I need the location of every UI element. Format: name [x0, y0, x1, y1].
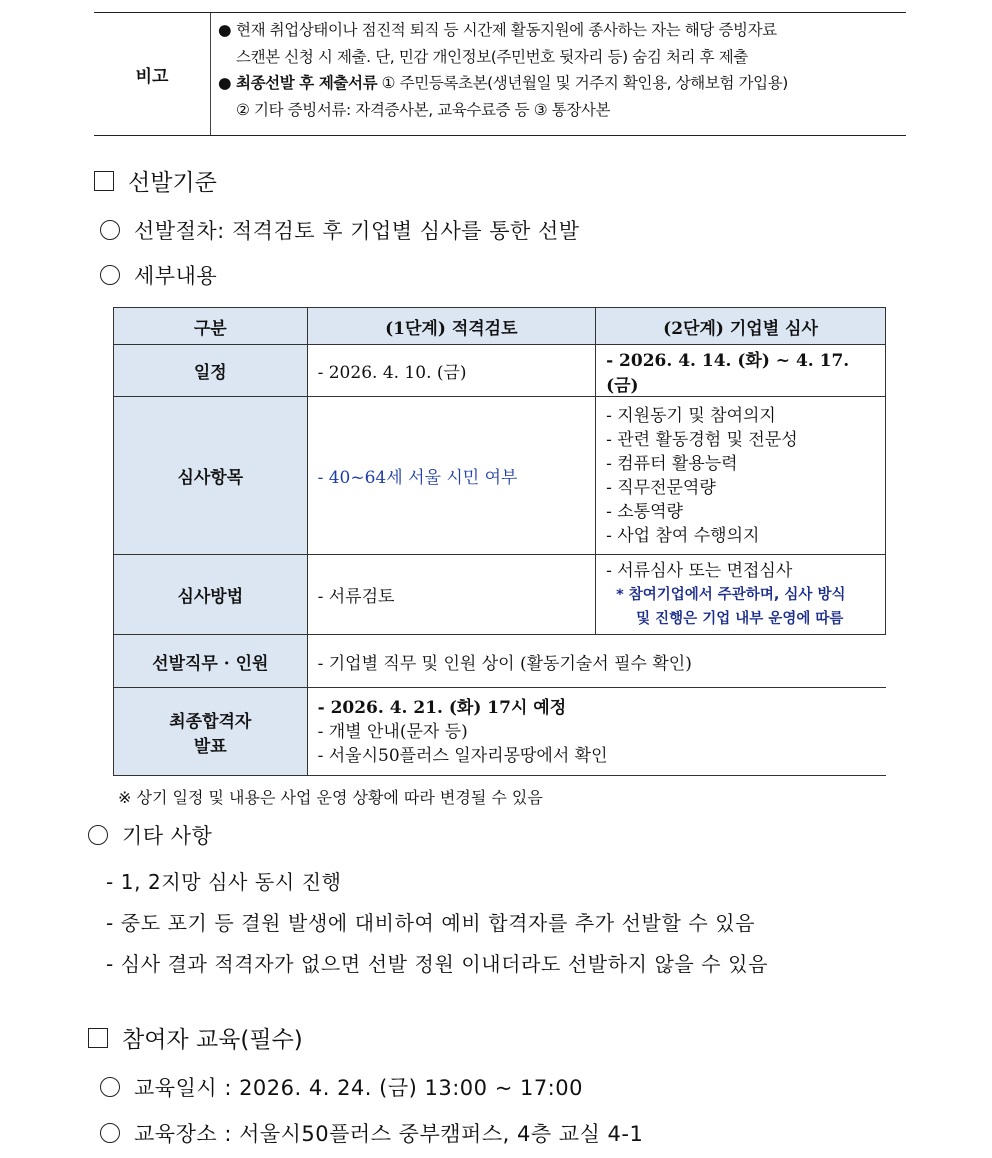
table-header-category: 구분: [114, 308, 308, 345]
selection-table: [113, 307, 886, 776]
note-label: 비고: [94, 13, 211, 135]
checkbox-square-icon: [94, 171, 114, 191]
row-label-schedule: 일정: [114, 345, 308, 397]
method-note: * 참여기업에서 주관하며, 심사 방식: [616, 586, 846, 603]
method-stage1: - 서류검토: [307, 555, 595, 635]
items-stage2: [596, 397, 886, 555]
note-line-1: ● 현재 취업상태이나 점진적 퇴직 등 시간제 활동지원에 종사하는 자는 해당 증빙자료: [218, 17, 900, 44]
list-item: - 2026. 4. 21. (화) 17시 예정: [317, 697, 567, 718]
circle-bullet-icon: [100, 1123, 120, 1143]
list-item: - 개별 안내(문자 등): [317, 721, 468, 742]
note-line-2: 스캔본 신청 시 제출. 단, 민감 개인정보(주민번호 뒷자리 등) 숨김 처리 후 제출: [236, 47, 748, 66]
table-header-stage1: (1단계) 적격검토: [307, 308, 595, 345]
checkbox-square-icon: [88, 1028, 108, 1048]
list-item: - 서울시50플러스 일자리몽땅에서 확인: [317, 745, 608, 766]
circle-bullet-icon: [100, 220, 120, 240]
etc-title: 기타 사항: [88, 820, 212, 850]
etc-line-2: - 중도 포기 등 결원 발생에 대비하여 예비 합격자를 추가 선발할 수 있음: [106, 911, 756, 935]
method-stage2: - 서류심사 또는 면접심사 * 참여기업에서 주관하며, 심사 방식 및 진행은 기업 내부 운영에 따름: [596, 555, 886, 635]
table-header-stage2: (2단계) 기업별 심사: [596, 308, 886, 345]
selection-procedure: 선발절차: 적격검토 후 기업별 심사를 통한 선발: [100, 215, 580, 245]
bullet-icon: ●: [218, 21, 232, 39]
education-place: 교육장소 : 서울시50플러스 중부캠퍼스, 4층 교실 4-1: [100, 1118, 643, 1148]
note-table: [94, 12, 906, 136]
items-stage1: - 40~64세 서울 시민 여부: [307, 397, 595, 555]
bullet-icon: ●: [218, 74, 232, 92]
row-label-final: 최종합격자 발표: [114, 688, 308, 776]
circle-bullet-icon: [100, 1077, 120, 1097]
jobs-value: - 기업별 직무 및 인원 상이 (활동기술서 필수 확인): [307, 635, 885, 688]
list-item: - 지원동기 및 참여의지: [606, 405, 776, 426]
etc-line-3: - 심사 결과 적격자가 없으면 선발 정원 이내더라도 선발하지 않을 수 있음: [106, 952, 769, 976]
note-line-4: ② 기타 증빙서류: 자격증사본, 교육수료증 등 ③ 통장사본: [236, 100, 611, 119]
section-education-title: 참여자 교육(필수): [88, 1021, 303, 1054]
list-item: - 컴퓨터 활용능력: [606, 453, 738, 474]
footnote: ※ 상기 일정 및 내용은 사업 운영 상황에 따라 변경될 수 있음: [118, 788, 543, 807]
row-label-items: 심사항목: [114, 397, 308, 555]
circle-bullet-icon: [88, 825, 108, 845]
final-value: [307, 688, 885, 776]
list-item: - 직무전문역량: [606, 477, 716, 498]
list-item: - 사업 참여 수행의지: [606, 525, 760, 546]
schedule-stage2: - 2026. 4. 14. (화) ~ 4. 17. (금): [596, 345, 886, 397]
list-item: - 소통역량: [606, 501, 683, 522]
schedule-stage1: - 2026. 4. 10. (금): [307, 345, 595, 397]
note-body: [218, 17, 900, 123]
section-selection-title: 선발기준: [94, 164, 217, 197]
education-datetime: 교육일시 : 2026. 4. 24. (금) 13:00 ~ 17:00: [100, 1072, 583, 1102]
list-item: - 관련 활동경험 및 전문성: [606, 429, 798, 450]
row-label-method: 심사방법: [114, 555, 308, 635]
row-label-jobs: 선발직무 · 인원: [114, 635, 308, 688]
circle-bullet-icon: [100, 265, 120, 285]
method-note: 및 진행은 기업 내부 운영에 따름: [636, 610, 844, 627]
note-line-3: ● 최종선발 후 제출서류 ① 주민등록초본(생년월일 및 거주지 확인용, 상해보험 가입용): [218, 70, 900, 97]
etc-line-1: - 1, 2지망 심사 동시 진행: [106, 870, 342, 894]
selection-details-title: 세부내용: [100, 260, 217, 290]
